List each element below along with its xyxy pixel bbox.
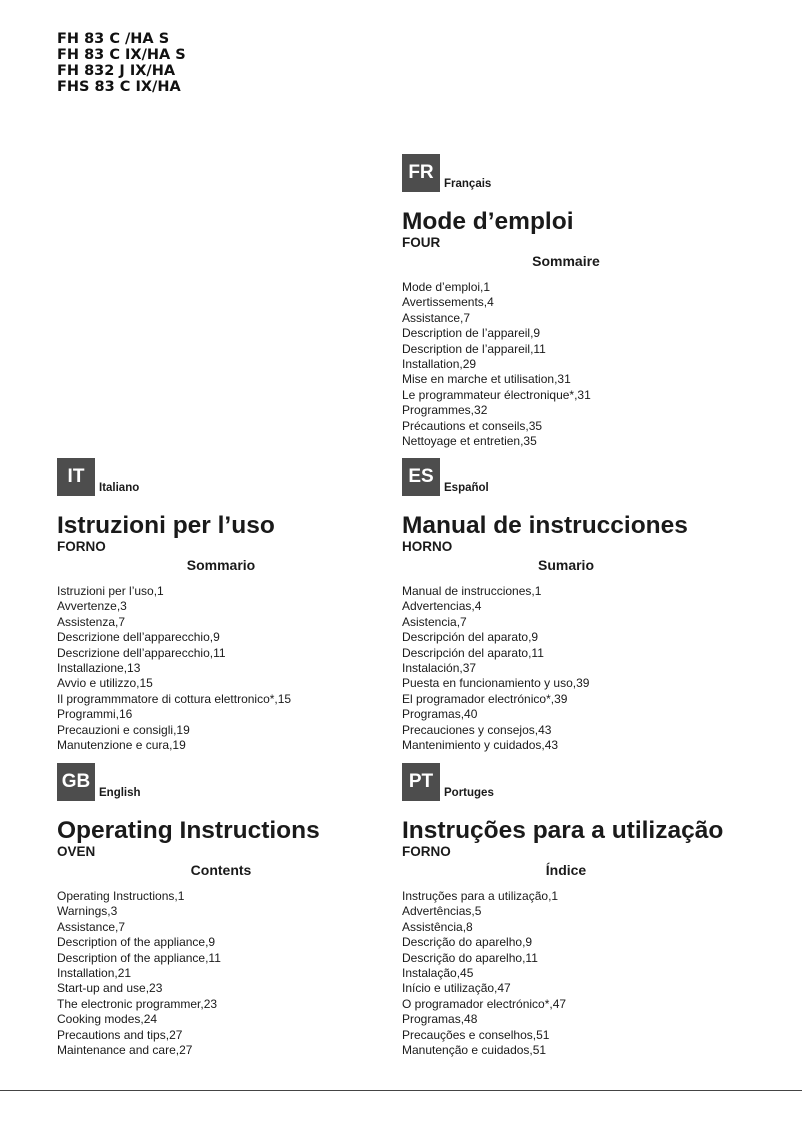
model-number: FHS 83 C IX/HA bbox=[57, 79, 181, 95]
section-es bbox=[402, 458, 762, 753]
toc-item: Manual de instrucciones,1 bbox=[402, 584, 542, 598]
toc-item: Descrizione dell’apparecchio,9 bbox=[57, 630, 220, 645]
toc-item: Avvio e utilizzo,15 bbox=[57, 676, 153, 691]
toc-item: Mantenimiento y cuidados,43 bbox=[402, 738, 559, 753]
model-list bbox=[57, 31, 186, 95]
toc-item: Puesta en funcionamiento y uso,39 bbox=[402, 676, 590, 691]
manual-title: Istruzioni per l’uso bbox=[57, 512, 275, 539]
toc-item: Advertências,5 bbox=[402, 904, 482, 919]
toc-item: Assistência,8 bbox=[402, 919, 473, 934]
language-code-badge: GB bbox=[57, 763, 95, 801]
toc-item: Descrizione dell’apparecchio,11 bbox=[57, 645, 226, 660]
toc-item: Mode d’emploi,1 bbox=[402, 280, 491, 294]
toc-item: Installation,29 bbox=[402, 357, 477, 372]
toc-item: Instalación,37 bbox=[402, 661, 477, 676]
toc-item: Programas,48 bbox=[402, 1012, 478, 1027]
toc-item: Description de l’appareil,9 bbox=[402, 326, 541, 341]
language-name: Français bbox=[444, 178, 492, 190]
language-name: Portuges bbox=[444, 787, 494, 799]
toc-item: Descripción del aparato,11 bbox=[402, 645, 544, 660]
table-of-contents bbox=[402, 889, 762, 1058]
manual-title: Operating Instructions bbox=[57, 817, 320, 844]
language-header bbox=[402, 763, 762, 803]
toc-item: El programador electrónico*,39 bbox=[402, 691, 568, 706]
contents-heading: Índice bbox=[545, 862, 587, 878]
contents-heading: Sommario bbox=[186, 557, 256, 573]
manual-title: Instruções para a utilização bbox=[402, 817, 724, 844]
toc-item: Início e utilização,47 bbox=[402, 981, 511, 996]
table-of-contents bbox=[57, 889, 417, 1058]
model-number: FH 83 C IX/HA S bbox=[57, 47, 186, 63]
language-code-badge: IT bbox=[57, 458, 95, 496]
language-name: Italiano bbox=[99, 482, 140, 494]
language-header bbox=[402, 154, 762, 194]
toc-item: Mise en marche et utilisation,31 bbox=[402, 372, 571, 387]
manual-title: Manual de instrucciones bbox=[402, 512, 688, 539]
toc-item: Asistencia,7 bbox=[402, 614, 467, 629]
toc-item: Precauzioni e consigli,19 bbox=[57, 722, 190, 737]
toc-item: Avertissements,4 bbox=[402, 295, 494, 310]
model-number: FH 832 J IX/HA bbox=[57, 63, 176, 79]
language-header bbox=[402, 458, 762, 498]
toc-item: Assistenza,7 bbox=[57, 614, 126, 629]
toc-item: Le programmateur électronique*,31 bbox=[402, 387, 591, 402]
toc-item: Instruções para a utilização,1 bbox=[402, 889, 559, 903]
appliance-type: FOUR bbox=[402, 235, 441, 250]
section-pt bbox=[402, 763, 762, 1058]
toc-item: Programmes,32 bbox=[402, 403, 488, 418]
language-code-badge: PT bbox=[402, 763, 440, 801]
toc-item: Precauções e conselhos,51 bbox=[402, 1027, 550, 1042]
toc-item: Manutenzione e cura,19 bbox=[57, 738, 186, 753]
toc-item: Cooking modes,24 bbox=[57, 1012, 158, 1027]
section-gb bbox=[57, 763, 417, 1058]
toc-item: Warnings,3 bbox=[57, 904, 118, 919]
toc-item: Maintenance and care,27 bbox=[57, 1043, 193, 1058]
language-code-badge: ES bbox=[402, 458, 440, 496]
toc-item: Instalação,45 bbox=[402, 966, 474, 981]
toc-item: Istruzioni per l’uso,1 bbox=[57, 584, 164, 598]
appliance-type: FORNO bbox=[57, 539, 106, 554]
model-number: FH 83 C /HA S bbox=[57, 31, 170, 47]
toc-item: Il programmmatore di cottura elettronico*,15 bbox=[57, 691, 292, 706]
toc-item: Operating Instructions,1 bbox=[57, 889, 185, 903]
toc-item: Nettoyage et entretien,35 bbox=[402, 434, 537, 449]
appliance-type: OVEN bbox=[57, 844, 96, 859]
toc-item: Avvertenze,3 bbox=[57, 599, 127, 614]
manual-title: Mode d’emploi bbox=[402, 208, 574, 235]
toc-item: Programmi,16 bbox=[57, 707, 133, 722]
toc-item: Installazione,13 bbox=[57, 661, 141, 676]
toc-item: Description de l’appareil,11 bbox=[402, 341, 546, 356]
toc-item: Precautions and tips,27 bbox=[57, 1027, 183, 1042]
toc-item: Description of the appliance,11 bbox=[57, 950, 221, 965]
toc-item: Start-up and use,23 bbox=[57, 981, 163, 996]
table-of-contents bbox=[57, 584, 417, 753]
language-name: English bbox=[99, 787, 141, 799]
section-it bbox=[57, 458, 417, 753]
section-fr bbox=[402, 154, 762, 449]
language-header bbox=[57, 458, 417, 498]
toc-item: Descripción del aparato,9 bbox=[402, 630, 539, 645]
toc-item: Précautions et conseils,35 bbox=[402, 418, 543, 433]
toc-item: Description of the appliance,9 bbox=[57, 935, 216, 950]
language-code-badge: FR bbox=[402, 154, 440, 192]
toc-item: Programas,40 bbox=[402, 707, 478, 722]
footer-divider bbox=[0, 1090, 802, 1091]
toc-item: Advertencias,4 bbox=[402, 599, 482, 614]
appliance-type: FORNO bbox=[402, 844, 451, 859]
contents-heading: Sumario bbox=[537, 557, 594, 573]
toc-item: Descrição do aparelho,9 bbox=[402, 935, 533, 950]
language-name: Español bbox=[444, 482, 489, 494]
toc-item: O programador electrónico*,47 bbox=[402, 996, 567, 1011]
appliance-type: HORNO bbox=[402, 539, 453, 554]
language-header bbox=[57, 763, 417, 803]
toc-item: Manutenção e cuidados,51 bbox=[402, 1043, 547, 1058]
toc-item: Assistance,7 bbox=[57, 919, 126, 934]
toc-item: The electronic programmer,23 bbox=[57, 996, 218, 1011]
contents-heading: Contents bbox=[190, 862, 252, 878]
toc-item: Installation,21 bbox=[57, 966, 132, 981]
toc-item: Descrição do aparelho,11 bbox=[402, 950, 538, 965]
table-of-contents bbox=[402, 584, 762, 753]
contents-heading: Sommaire bbox=[532, 253, 600, 269]
toc-item: Assistance,7 bbox=[402, 310, 471, 325]
table-of-contents bbox=[402, 280, 762, 449]
toc-item: Precauciones y consejos,43 bbox=[402, 722, 552, 737]
